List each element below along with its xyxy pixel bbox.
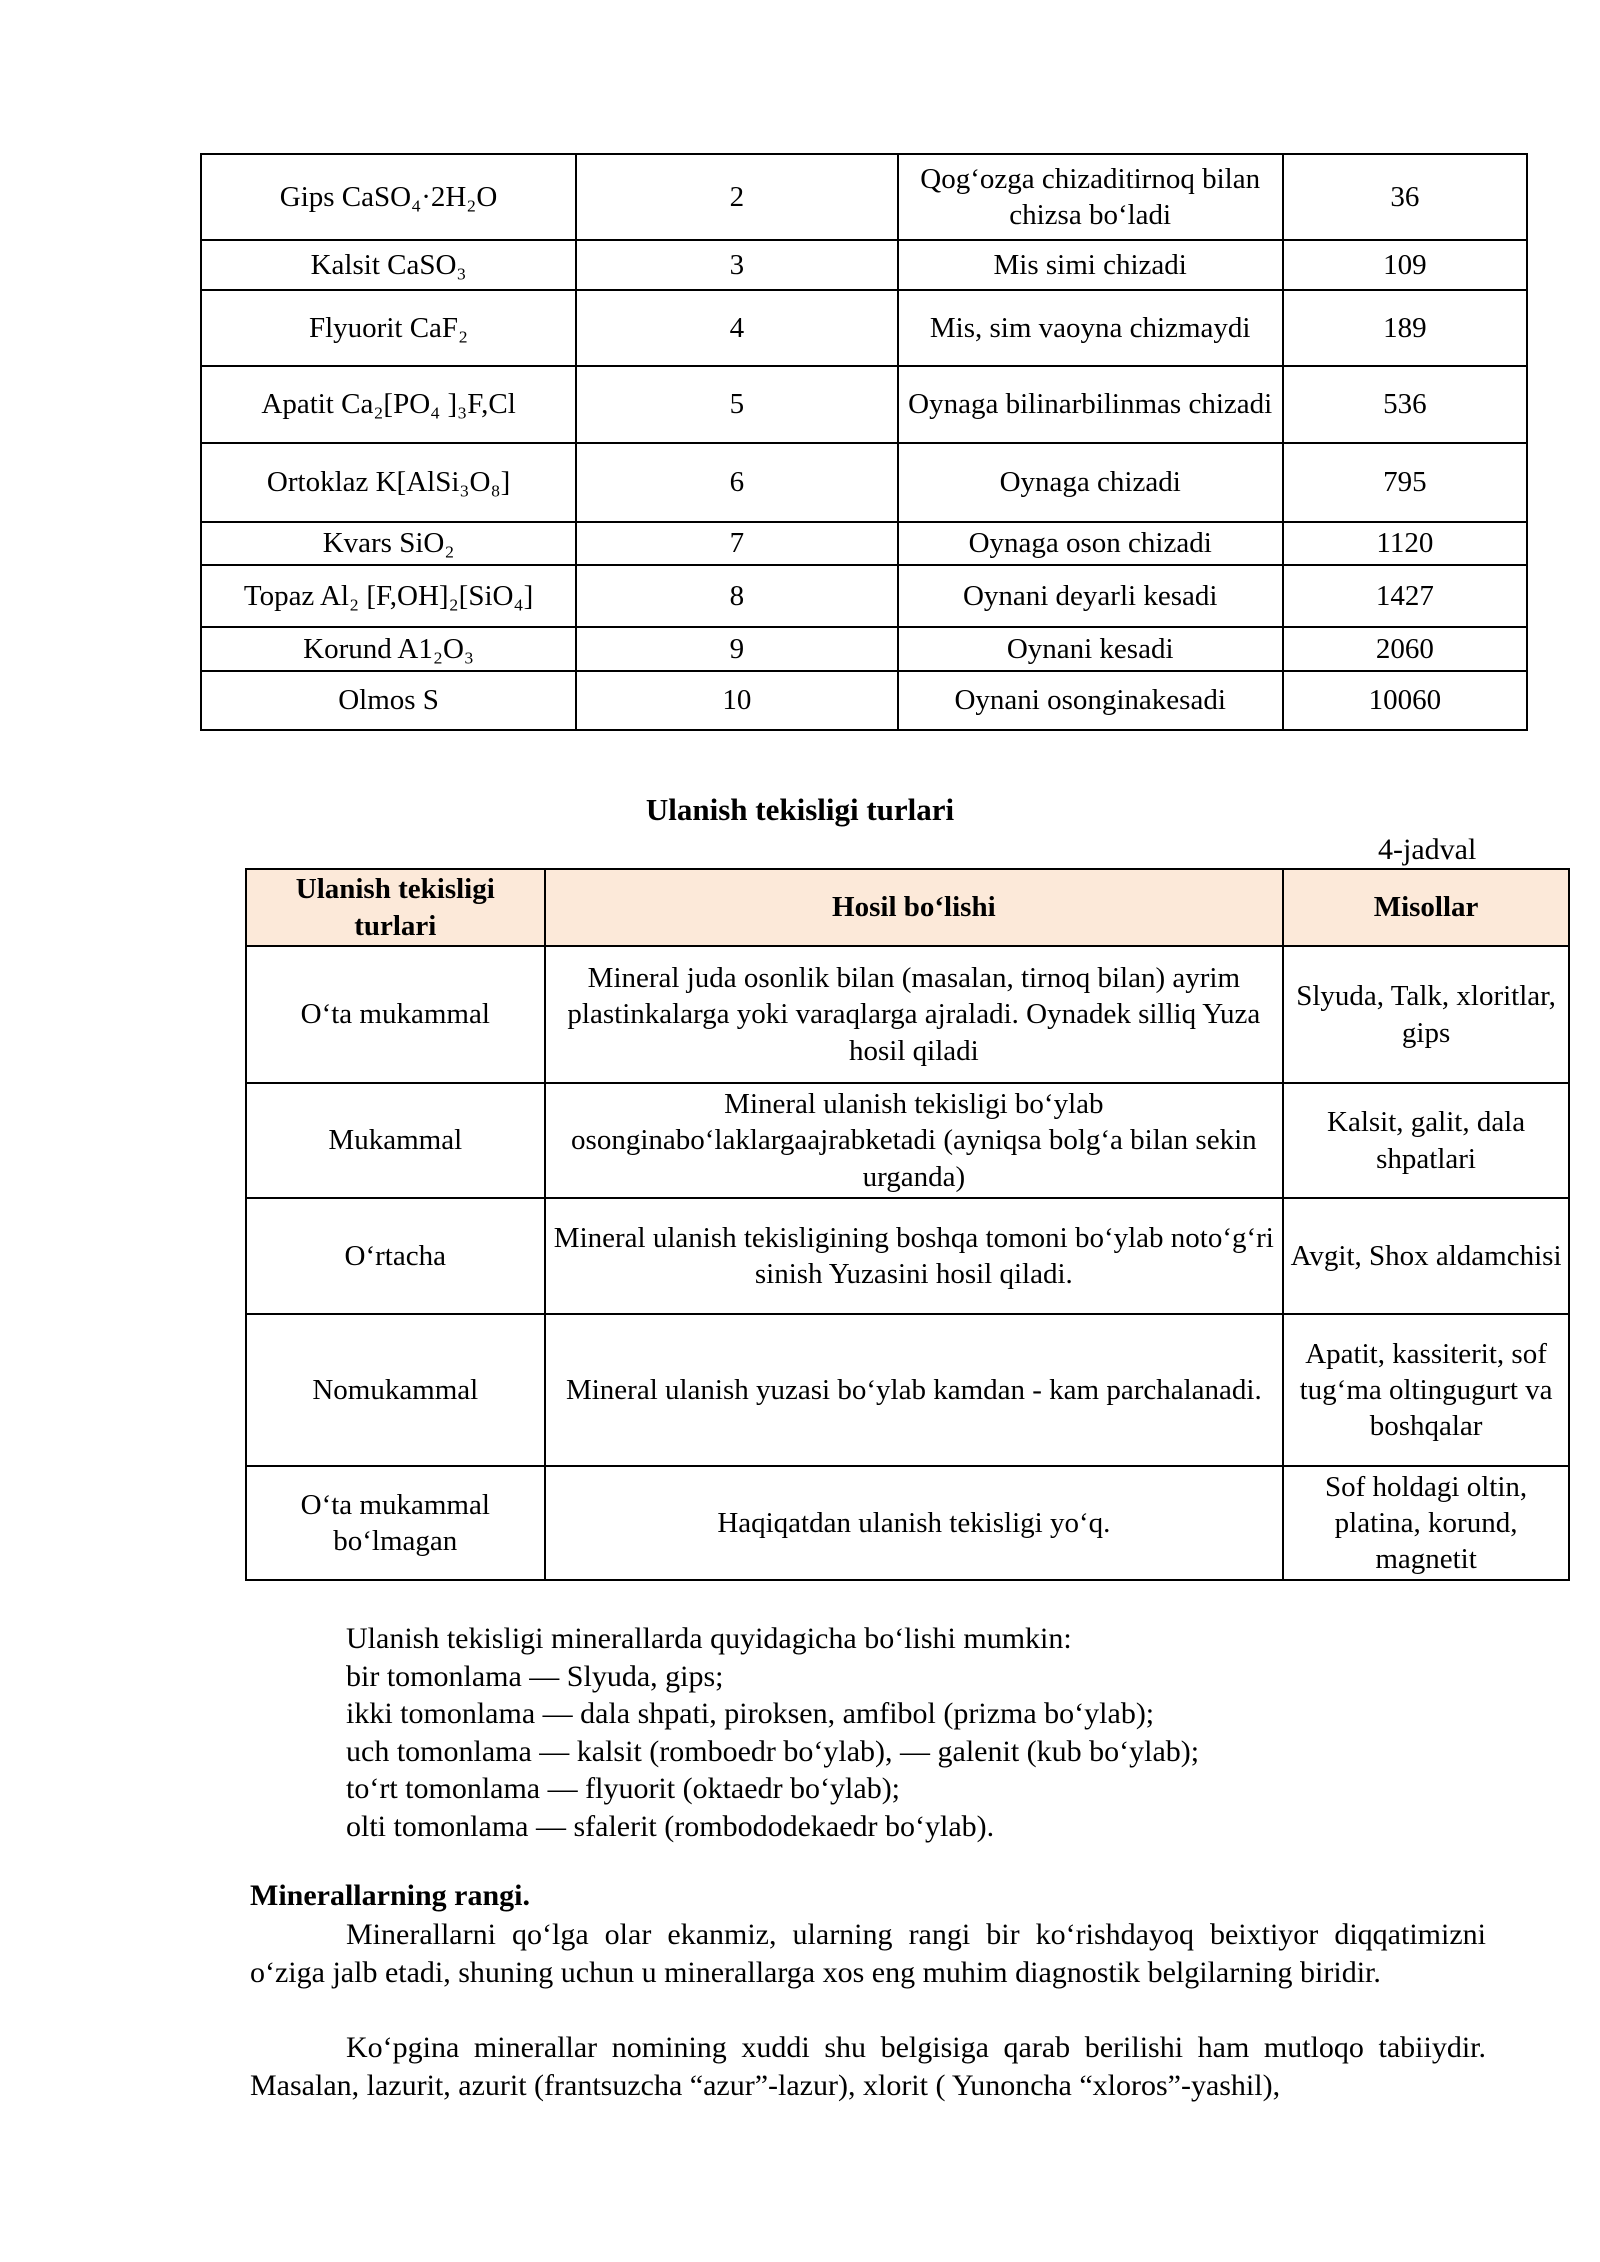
table-row <box>201 366 1527 443</box>
test-cell: Oynaga bilinarbilinmas chizadi <box>898 366 1283 443</box>
paragraph-text: Ko‘pgina minerallar nomining xuddi shu belgisiga qarab berilishi ham mutloqo tabiiydir. Masalan, lazurit, azurit (frantsuzcha “azur”-lazur), xlorit ( Yunoncha “xloros”-yashil), <box>250 2031 1486 2102</box>
list-item: bir tomonlama — Slyuda, gips; <box>346 1659 724 1693</box>
cleavage-table <box>245 868 1570 1581</box>
table-row <box>201 522 1527 565</box>
hardness-cell: 9 <box>576 627 897 671</box>
mineral-cell: Ortoklaz K[AlSi₃O₈] <box>201 443 576 522</box>
examples-cell: Apatit, kassiterit, sof tug‘ma oltingugurt va boshqalar <box>1283 1314 1569 1466</box>
value-cell: 536 <box>1283 366 1527 443</box>
list-item: to‘rt tomonlama — flyuorit (oktaedr bo‘ylab); <box>346 1772 901 1805</box>
table-row <box>201 627 1527 671</box>
value-cell: 10060 <box>1283 671 1527 730</box>
mineral-cell: Kvars SiO₂ <box>201 522 576 565</box>
paragraph <box>250 2029 1486 2104</box>
test-cell: Oynani osonginakesadi <box>898 671 1283 730</box>
paragraph-text: Minerallarni qo‘lga olar ekanmiz, ularning rangi bir ko‘rishdayoq beixtiyor diqqatimizni o‘ziga jalb etadi, shuning uchun u minerallarga xos eng muhim diagnostik belgilarning biridir. <box>250 1918 1486 1989</box>
hardness-cell: 6 <box>576 443 897 522</box>
cleavage-list <box>346 1620 1199 1845</box>
hardness-table <box>200 153 1528 731</box>
type-cell: O‘ta mukammal bo‘lmagan <box>246 1466 545 1580</box>
hardness-cell: 5 <box>576 366 897 443</box>
header-formation: Hosil bo‘lishi <box>545 869 1284 946</box>
list-item: ikki tomonlama — dala shpati, piroksen, amfibol (prizma bo‘ylab); <box>346 1697 1155 1730</box>
table-row <box>201 671 1527 730</box>
hardness-cell: 3 <box>576 240 897 290</box>
table-row <box>201 443 1527 522</box>
type-cell: O‘ta mukammal <box>246 946 545 1083</box>
hardness-cell: 4 <box>576 290 897 366</box>
table-row <box>246 1083 1569 1198</box>
table-header-row <box>246 869 1569 946</box>
hardness-cell: 7 <box>576 522 897 565</box>
examples-cell: Sof holdagi oltin, platina, korund, magnetit <box>1283 1466 1569 1580</box>
examples-cell: Kalsit, galit, dala shpatlari <box>1283 1083 1569 1198</box>
type-cell: Mukammal <box>246 1083 545 1198</box>
table-row <box>246 946 1569 1083</box>
mineral-cell: Topaz Al₂ [F,OH]₂[SiO₄] <box>201 565 576 627</box>
test-cell: Mis simi chizadi <box>898 240 1283 290</box>
table-row <box>246 1466 1569 1580</box>
formation-cell: Mineral ulanish tekisligi bo‘ylab osonginabo‘laklargaajrabketadi (ayniqsa bolg‘a bilan sekin urganda) <box>545 1083 1284 1198</box>
examples-cell: Slyuda, Talk, xloritlar, gips <box>1283 946 1569 1083</box>
value-cell: 189 <box>1283 290 1527 366</box>
hardness-cell: 10 <box>576 671 897 730</box>
value-cell: 1120 <box>1283 522 1527 565</box>
list-item: olti tomonlama — sfalerit (rombododekaedr bo‘ylab). <box>346 1809 995 1843</box>
test-cell: Oynani deyarli kesadi <box>898 565 1283 627</box>
value-cell: 1427 <box>1283 565 1527 627</box>
formation-cell: Mineral ulanish tekisligining boshqa tomoni bo‘ylab noto‘g‘ri sinish Yuzasini hosil qiladi. <box>545 1198 1284 1314</box>
value-cell: 2060 <box>1283 627 1527 671</box>
table-row <box>201 565 1527 627</box>
value-cell: 109 <box>1283 240 1527 290</box>
examples-cell: Avgit, Shox aldamchisi <box>1283 1198 1569 1314</box>
formation-cell: Haqiqatdan ulanish tekisligi yo‘q. <box>545 1466 1284 1580</box>
table-row <box>201 154 1527 240</box>
formation-cell: Mineral ulanish yuzasi bo‘ylab kamdan - kam parchalanadi. <box>545 1314 1284 1466</box>
header-examples: Misollar <box>1283 869 1569 946</box>
table-row <box>246 1198 1569 1314</box>
mineral-cell: Kalsit CaSO₃ <box>201 240 576 290</box>
mineral-cell: Olmos S <box>201 671 576 730</box>
value-cell: 36 <box>1283 154 1527 240</box>
value-cell: 795 <box>1283 443 1527 522</box>
test-cell: Oynaga chizadi <box>898 443 1283 522</box>
test-cell: Oynani kesadi <box>898 627 1283 671</box>
mineral-cell: Apatit Ca₂[PO₄ ]₃F,Cl <box>201 366 576 443</box>
list-item: uch tomonlama — kalsit (romboedr bo‘ylab), — galenit (kub bo‘ylab); <box>346 1734 1200 1768</box>
table-title: Ulanish tekisligi turlari <box>645 792 955 827</box>
header-type: Ulanish tekisligi turlari <box>246 869 545 946</box>
table-row <box>201 290 1527 366</box>
table-label: 4-jadval <box>1378 833 1477 866</box>
table-row <box>201 240 1527 290</box>
test-cell: Qog‘ozga chizaditirnoq bilan chizsa bo‘ladi <box>898 154 1283 240</box>
test-cell: Mis, sim vaoyna chizmaydi <box>898 290 1283 366</box>
hardness-cell: 8 <box>576 565 897 627</box>
type-cell: Nomukammal <box>246 1314 545 1466</box>
list-intro: Ulanish tekisligi minerallarda quyidagicha bo‘lishi mumkin: <box>346 1622 1072 1655</box>
type-cell: O‘rtacha <box>246 1198 545 1314</box>
mineral-cell: Gips CaSO₄·2H₂O <box>201 154 576 240</box>
table-row <box>246 1314 1569 1466</box>
paragraph <box>250 1916 1486 1991</box>
section-title: Minerallarning rangi. <box>250 1879 530 1912</box>
hardness-cell: 2 <box>576 154 897 240</box>
mineral-cell: Flyuorit CaF₂ <box>201 290 576 366</box>
formation-cell: Mineral juda osonlik bilan (masalan, tirnoq bilan) ayrim plastinkalarga yoki varaqlarga ajraladi. Oynadek silliq Yuza hosil qiladi <box>545 946 1284 1083</box>
test-cell: Oynaga oson chizadi <box>898 522 1283 565</box>
mineral-cell: Korund A1₂O₃ <box>201 627 576 671</box>
